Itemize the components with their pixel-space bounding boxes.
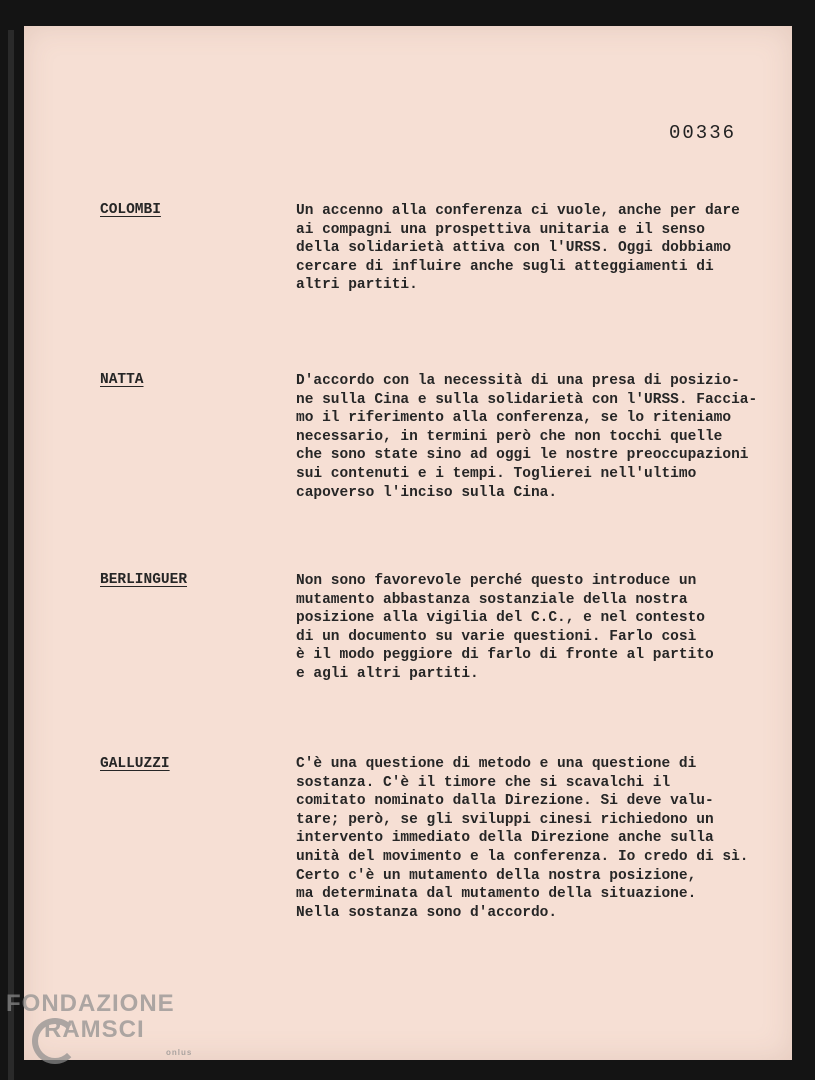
entry-berlinguer-text	[296, 572, 806, 684]
text-line: cercare di influire anche sugli atteggiamenti di	[296, 258, 714, 275]
text-line: ma determinata dal mutamento della situazione.	[296, 886, 697, 903]
text-line: sostanza. C'è il timore che si scavalchi il	[296, 774, 671, 791]
text-line: intervento immediato della Direzione anche sulla	[296, 830, 714, 847]
text-line: posizione alla vigilia del C.C., e nel contesto	[296, 610, 705, 627]
text-line: tare; però, se gli sviluppi cinesi richiedono un	[296, 811, 714, 828]
text-line: della solidarietà attiva con l'URSS. Oggi dobbiamo	[296, 240, 732, 257]
watermark-line1: FONDAZIONE	[6, 990, 175, 1017]
page-number: 00336	[669, 122, 737, 144]
entry-natta-text	[296, 372, 806, 502]
text-line: è il modo peggiore di farlo di fronte al partito	[296, 647, 714, 664]
text-line: ai compagni una prospettiva unitaria e il senso	[296, 221, 705, 238]
text-line: ne sulla Cina e sulla solidarietà con l'URSS. Faccia-	[296, 391, 758, 408]
document-page	[24, 26, 792, 1060]
speaker-natta: NATTA	[100, 372, 144, 388]
text-line: che sono state sino ad oggi le nostre preoccupazioni	[296, 447, 749, 464]
text-line: di un documento su varie questioni. Farlo così	[296, 628, 697, 645]
text-line: unità del movimento e la conferenza. Io credo di sì.	[296, 848, 749, 865]
text-line: comitato nominato dalla Direzione. Si deve valu-	[296, 793, 714, 810]
gramsci-logo-icon	[32, 1018, 78, 1064]
text-line: Un accenno alla conferenza ci vuole, anche per dare	[296, 203, 740, 219]
entry-galluzzi-text	[296, 755, 806, 922]
text-line: necessario, in termini però che non tocchi quelle	[296, 428, 723, 445]
text-line: mo il riferimento alla conferenza, se lo riteniamo	[296, 410, 732, 427]
text-line: altri partiti.	[296, 277, 418, 294]
speaker-berlinguer: BERLINGUER	[100, 572, 188, 588]
entry-colombi-text	[296, 202, 806, 295]
fondazione-gramsci-watermark	[6, 990, 193, 1057]
speaker-galluzzi: GALLUZZI	[100, 756, 170, 772]
watermark-small: onlus	[166, 1048, 193, 1057]
watermark-line2: RAMSCI	[44, 1016, 145, 1043]
text-line: sui contenuti e i tempi. Toglierei nell'ultimo	[296, 465, 697, 482]
text-line: Non sono favorevole perché questo introduce un	[296, 573, 697, 589]
text-line: C'è una questione di metodo e una questione di	[296, 756, 697, 772]
text-line: e agli altri partiti.	[296, 665, 479, 682]
text-line: Certo c'è un mutamento della nostra posizione,	[296, 867, 697, 884]
text-line: Nella sostanza sono d'accordo.	[296, 904, 558, 921]
text-line: capoverso l'inciso sulla Cina.	[296, 484, 558, 501]
text-line: D'accordo con la necessità di una presa di posizio-	[296, 373, 740, 389]
text-line: mutamento abbastanza sostanziale della nostra	[296, 591, 688, 608]
scan-edge	[8, 30, 14, 1080]
speaker-colombi: COLOMBI	[100, 202, 161, 218]
